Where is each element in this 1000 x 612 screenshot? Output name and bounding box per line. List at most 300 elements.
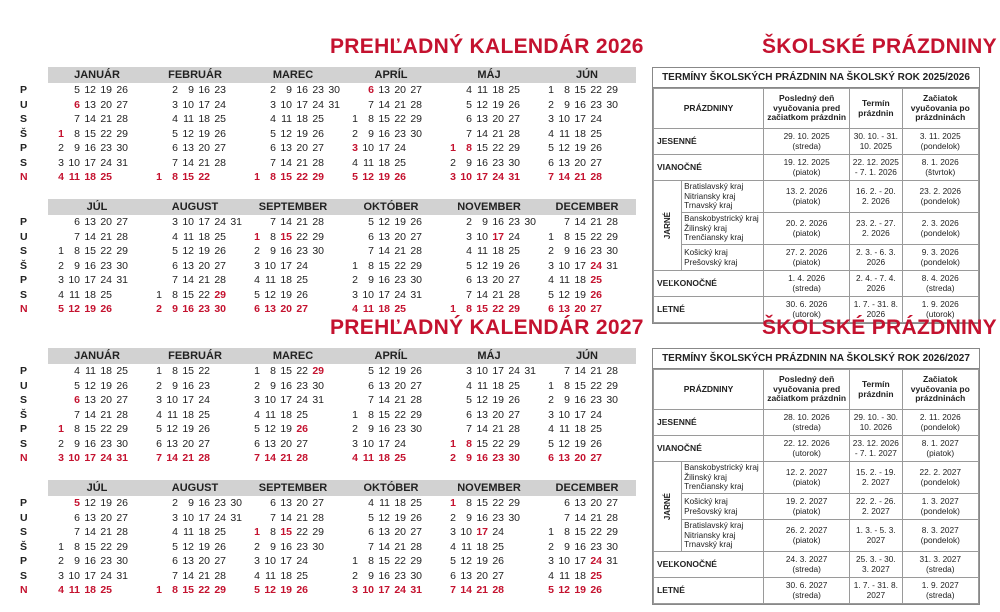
- school-restart-weekday: (streda): [925, 563, 955, 574]
- day-number: 13: [378, 379, 390, 392]
- day-number: 7: [74, 526, 80, 538]
- week-row: [440, 127, 538, 142]
- holiday-row: [654, 129, 979, 155]
- day-number: 6: [450, 569, 456, 582]
- day-number: 22: [492, 497, 504, 509]
- day-number: 5: [270, 127, 276, 140]
- day-number: 23: [100, 259, 112, 272]
- day-number: 9: [564, 245, 570, 257]
- week-row: [538, 393, 636, 408]
- day-number: 5: [254, 423, 260, 435]
- day-number: 22: [100, 540, 112, 553]
- week-row: [146, 525, 244, 540]
- holiday-term: [850, 410, 902, 436]
- day-number: 11: [167, 408, 178, 421]
- week-row: [244, 141, 342, 156]
- day-number: 28: [410, 540, 422, 553]
- day-number: 30: [116, 259, 128, 272]
- day-number: 15: [476, 142, 488, 154]
- day-number: 13: [558, 452, 570, 464]
- day-number: 29: [410, 408, 422, 421]
- day-number: 23: [296, 245, 308, 257]
- day-number: 10: [264, 555, 276, 567]
- school-restart-weekday: (pondelok): [920, 421, 960, 432]
- day-number: 7: [74, 230, 80, 243]
- day-number: 10: [68, 452, 80, 464]
- day-number: 22: [100, 423, 112, 435]
- day-number: 2: [548, 394, 554, 406]
- week-row: [244, 127, 342, 142]
- week-row: [48, 230, 146, 245]
- day-number: 27: [410, 526, 422, 538]
- day-number: 19: [476, 555, 488, 567]
- day-number: 4: [58, 288, 64, 301]
- holiday-term-date: 1. 7. - 31. 8. 2027: [853, 579, 898, 600]
- month-block: [244, 199, 342, 331]
- month-block: [342, 199, 440, 331]
- day-number: 28: [508, 288, 520, 301]
- day-number: 5: [74, 84, 80, 96]
- day-label: Š: [20, 259, 28, 272]
- day-number: 30: [410, 569, 422, 582]
- week-row: [146, 83, 244, 98]
- day-number: 16: [574, 394, 586, 406]
- day-number: 25: [296, 274, 308, 286]
- month-block: [538, 348, 636, 480]
- week-row: [440, 83, 538, 98]
- day-number: 8: [564, 379, 570, 392]
- last-school-day: [764, 271, 850, 297]
- day-number: 18: [280, 274, 292, 286]
- week-row: [146, 437, 244, 452]
- day-number: 21: [394, 540, 406, 553]
- region-name: Trnavský kraj: [684, 540, 733, 550]
- last-school-day: [764, 410, 850, 436]
- month-block: [146, 67, 244, 199]
- last-school-day: [764, 578, 850, 604]
- day-number: 19: [492, 394, 504, 406]
- day-number: 30: [116, 142, 128, 154]
- day-number: 15: [280, 365, 292, 377]
- half-year-row: [20, 348, 636, 480]
- day-number: 9: [270, 245, 276, 257]
- holidays-2026-2027-title: ŠKOLSKÉ PRÁZDNINY: [762, 316, 997, 339]
- week-row: [440, 244, 538, 259]
- calendar-2027: [20, 348, 636, 612]
- last-school-day-weekday: (piatok): [792, 534, 821, 545]
- day-label: P: [20, 497, 28, 509]
- day-number: 19: [574, 142, 586, 154]
- week-row: [538, 569, 636, 584]
- day-number: 13: [182, 259, 194, 272]
- day-number: 9: [74, 142, 80, 154]
- day-number: 28: [116, 526, 128, 538]
- day-number: 7: [172, 156, 178, 169]
- week-row: [244, 379, 342, 394]
- day-number: 16: [378, 569, 390, 582]
- day-number: 15: [476, 303, 488, 315]
- day-number: 22: [590, 84, 602, 96]
- day-number: 28: [116, 230, 128, 243]
- week-row: [538, 170, 636, 185]
- day-number: 16: [378, 423, 390, 435]
- last-school-day: [764, 181, 850, 213]
- week-row: [538, 141, 636, 156]
- day-number: 15: [378, 259, 390, 272]
- day-number: 13: [476, 113, 488, 125]
- week-row: [342, 496, 440, 511]
- day-number: 8: [368, 408, 374, 421]
- day-number: 7: [564, 511, 570, 524]
- month-block: [48, 67, 146, 199]
- column-header: Termín prázdnin: [850, 370, 902, 410]
- day-number: 24: [296, 259, 308, 272]
- week-row: [538, 379, 636, 394]
- week-row: [342, 156, 440, 171]
- week-row: [146, 540, 244, 555]
- day-number: 22: [394, 408, 406, 421]
- week-row: [440, 259, 538, 274]
- day-number: 21: [198, 569, 210, 582]
- day-number: 27: [590, 156, 602, 169]
- day-number: 19: [492, 259, 504, 272]
- day-number: 16: [378, 127, 390, 140]
- day-number: 20: [100, 98, 112, 111]
- day-number: 3: [254, 259, 260, 272]
- day-number: 27: [214, 142, 226, 154]
- day-number: 22: [198, 288, 210, 301]
- day-number: 18: [492, 245, 504, 257]
- day-number: 7: [270, 511, 276, 524]
- day-number: 10: [558, 259, 570, 272]
- day-number: 24: [394, 437, 406, 450]
- day-label: Š: [20, 540, 28, 553]
- day-number: 28: [508, 423, 520, 435]
- day-number: 2: [172, 497, 178, 509]
- day-number: 4: [172, 230, 178, 243]
- last-school-day: [764, 155, 850, 181]
- day-number: 1: [548, 526, 554, 538]
- week-row: [538, 364, 636, 379]
- day-number: 16: [84, 555, 96, 567]
- school-restart-date: 22. 2. 2027: [919, 466, 962, 477]
- day-number: 3: [172, 98, 178, 111]
- day-number: 21: [280, 452, 292, 464]
- day-number: 17: [378, 584, 390, 596]
- day-number: 20: [492, 274, 504, 286]
- holiday-row: [654, 436, 979, 462]
- day-number: 19: [198, 540, 210, 553]
- day-number: 7: [466, 127, 472, 140]
- day-number: 12: [476, 98, 488, 111]
- day-number: 2: [450, 511, 456, 524]
- last-school-day: [764, 213, 850, 245]
- day-label: N: [20, 452, 28, 464]
- day-number: 25: [214, 526, 226, 538]
- day-number: 2: [156, 303, 162, 315]
- day-number: 28: [410, 245, 422, 257]
- day-number: 6: [172, 555, 178, 567]
- day-number: 6: [466, 408, 472, 421]
- holiday-row: [654, 155, 979, 181]
- last-school-day-date: 20. 2. 2026: [785, 217, 828, 228]
- day-number: 12: [264, 288, 276, 301]
- day-number: 27: [296, 303, 308, 315]
- day-number: 11: [183, 113, 194, 125]
- day-number: 20: [100, 511, 112, 524]
- day-labels: [20, 199, 48, 331]
- week-row: [244, 244, 342, 259]
- day-number: 1: [450, 142, 456, 154]
- day-number: 5: [58, 303, 64, 315]
- day-label: N: [20, 303, 28, 315]
- day-number: 17: [198, 511, 210, 524]
- day-number: 11: [363, 156, 374, 169]
- day-number: 21: [492, 288, 504, 301]
- day-number: 4: [548, 569, 554, 582]
- day-number: 8: [172, 584, 178, 596]
- day-number: 16: [280, 540, 292, 553]
- holiday-row: [654, 462, 979, 494]
- day-number: 10: [362, 437, 374, 450]
- week-row: [48, 511, 146, 526]
- day-number: 26: [296, 288, 308, 301]
- day-number: 16: [476, 156, 488, 169]
- day-number: 21: [198, 156, 210, 169]
- day-number: 8: [564, 230, 570, 243]
- day-number: 23: [508, 216, 520, 228]
- day-number: 8: [74, 540, 80, 553]
- day-number: 15: [476, 437, 488, 450]
- day-number: 23: [100, 555, 112, 567]
- last-school-day: [764, 245, 850, 271]
- region-name: Bratislavský kraj: [684, 521, 744, 531]
- day-number: 12: [280, 127, 292, 140]
- day-number: 6: [368, 230, 374, 243]
- day-number: 1: [254, 526, 260, 538]
- week-row: [440, 98, 538, 113]
- day-number: 11: [265, 274, 276, 286]
- day-number: 12: [460, 555, 472, 567]
- school-restart-date: 8. 1. 2026: [921, 156, 959, 167]
- day-number: 26: [590, 437, 602, 450]
- day-number: 27: [410, 379, 422, 392]
- day-number: 30: [410, 127, 422, 140]
- holiday-term-date: 22. 12. 2025 - 7. 1. 2026: [852, 156, 899, 177]
- holiday-row: [654, 181, 979, 213]
- day-number: 18: [378, 452, 390, 464]
- last-school-day: [764, 494, 850, 520]
- day-number: 27: [590, 303, 602, 315]
- day-number: 15: [574, 230, 586, 243]
- week-row: [244, 437, 342, 452]
- week-row: [48, 156, 146, 171]
- month-block: [48, 199, 146, 331]
- spring-label-text: JARNÉ: [662, 492, 672, 521]
- day-number: 25: [296, 569, 308, 582]
- week-row: [244, 451, 342, 466]
- day-number: 29: [410, 555, 422, 567]
- day-number: 2: [352, 127, 358, 140]
- week-row: [538, 437, 636, 452]
- last-school-day-date: 30. 6. 2027: [785, 579, 828, 590]
- day-number: 13: [84, 216, 96, 228]
- day-number: 2: [450, 452, 456, 464]
- day-number: 7: [172, 569, 178, 582]
- day-number: 24: [214, 216, 226, 228]
- month-name: APRÍL: [342, 67, 440, 83]
- day-number: 5: [172, 540, 178, 553]
- last-school-day-date: 29. 10. 2025: [783, 130, 830, 141]
- day-number: 8: [368, 555, 374, 567]
- school-restart-weekday: (štvrtok): [925, 166, 956, 177]
- day-number: 23: [394, 274, 406, 286]
- region-name: Trnavský kraj: [684, 201, 733, 211]
- week-row: [244, 540, 342, 555]
- day-number: 11: [559, 423, 570, 435]
- day-number: 25: [296, 408, 308, 421]
- last-school-day-weekday: (streda): [792, 563, 821, 574]
- day-number: 24: [100, 569, 112, 582]
- day-number: 24: [214, 511, 226, 524]
- week-row: [440, 230, 538, 245]
- day-number: 12: [84, 497, 96, 509]
- day-number: 21: [574, 171, 586, 183]
- day-number: 23: [198, 379, 210, 392]
- day-number: 6: [254, 303, 260, 315]
- day-number: 9: [564, 98, 570, 111]
- week-row: [440, 422, 538, 437]
- day-number: 15: [378, 408, 390, 421]
- day-number: 16: [296, 84, 308, 96]
- day-number: 4: [172, 113, 178, 125]
- day-number: 22: [394, 555, 406, 567]
- day-number: 11: [362, 452, 374, 464]
- day-number: 27: [116, 511, 128, 524]
- day-number: 12: [558, 288, 570, 301]
- day-number: 12: [182, 540, 194, 553]
- day-number: 7: [156, 452, 162, 464]
- day-label: S: [20, 569, 28, 582]
- day-number: 22: [492, 142, 504, 154]
- week-row: [440, 540, 538, 555]
- week-row: [244, 215, 342, 230]
- day-number: 18: [198, 230, 210, 243]
- day-number: 20: [394, 84, 406, 96]
- day-number: 3: [352, 142, 358, 154]
- day-number: 19: [574, 288, 586, 301]
- day-number: 16: [378, 274, 390, 286]
- holiday-term: [850, 462, 902, 494]
- day-number: 30: [312, 379, 324, 392]
- day-number: 28: [410, 98, 422, 111]
- day-number: 14: [460, 584, 472, 596]
- day-number: 5: [172, 127, 178, 140]
- month-name: DECEMBER: [538, 199, 636, 215]
- column-header: PRÁZDNINY: [654, 89, 764, 129]
- week-row: [342, 422, 440, 437]
- day-number: 24: [394, 584, 406, 596]
- day-label: P: [20, 216, 28, 228]
- week-row: [48, 141, 146, 156]
- day-number: 20: [198, 555, 210, 567]
- day-number: 10: [362, 142, 374, 154]
- day-number: 9: [368, 423, 374, 435]
- holiday-term-date: 2. 3. - 6. 3. 2026: [856, 246, 896, 267]
- day-number: 14: [378, 394, 390, 406]
- day-number: 27: [590, 452, 602, 464]
- half-year-row: [20, 199, 636, 331]
- last-school-day-weekday: (streda): [792, 421, 821, 432]
- day-number: 4: [254, 408, 260, 421]
- day-number: 29: [312, 171, 324, 183]
- half-year-row: [20, 67, 636, 199]
- day-number: 18: [574, 127, 586, 140]
- day-number: 17: [492, 230, 504, 243]
- day-label: S: [20, 437, 28, 450]
- day-number: 17: [476, 526, 488, 538]
- day-number: 2: [548, 245, 554, 257]
- day-label: P: [20, 274, 28, 286]
- day-number: 14: [476, 423, 488, 435]
- week-row: [342, 141, 440, 156]
- day-number: 29: [606, 84, 618, 96]
- week-row: [244, 364, 342, 379]
- month-name: JÚL: [48, 480, 146, 496]
- day-number: 10: [476, 230, 488, 243]
- day-number: 12: [378, 365, 390, 377]
- month-name: FEBRUÁR: [146, 348, 244, 364]
- last-school-day-date: 13. 2. 2026: [785, 185, 828, 196]
- spring-label: [654, 462, 682, 552]
- week-row: [48, 540, 146, 555]
- regions: [682, 520, 764, 552]
- week-row: [342, 437, 440, 452]
- day-number: 21: [476, 584, 488, 596]
- week-row: [48, 496, 146, 511]
- month-name: NOVEMBER: [440, 199, 538, 215]
- day-number: 15: [280, 230, 292, 243]
- school-restart: [902, 129, 978, 155]
- day-number: 12: [166, 423, 178, 435]
- day-number: 18: [378, 156, 390, 169]
- table-title: TERMÍNY ŠKOLSKÝCH PRÁZDNIN NA ŠKOLSKÝ ROK 2025/2026: [653, 68, 979, 88]
- week-row: [146, 273, 244, 288]
- day-number: 28: [606, 365, 618, 377]
- day-number: 31: [508, 171, 520, 183]
- school-restart-weekday: (piatok): [926, 447, 955, 458]
- day-number: 23: [100, 142, 112, 154]
- week-row: [538, 451, 636, 466]
- day-number: 19: [492, 98, 504, 111]
- day-number: 2: [450, 156, 456, 169]
- month-block: [146, 199, 244, 331]
- day-number: 26: [508, 98, 520, 111]
- week-row: [244, 273, 342, 288]
- day-number: 17: [378, 437, 390, 450]
- day-number: 14: [558, 171, 570, 183]
- day-number: 10: [558, 408, 570, 421]
- school-restart: [902, 410, 978, 436]
- day-number: 31: [606, 555, 618, 567]
- day-number: 8: [564, 526, 570, 538]
- day-number: 15: [574, 379, 586, 392]
- day-number: 21: [394, 245, 406, 257]
- week-row: [146, 259, 244, 274]
- day-number: 1: [450, 437, 456, 450]
- day-number: 25: [508, 84, 520, 96]
- day-number: 25: [394, 452, 406, 464]
